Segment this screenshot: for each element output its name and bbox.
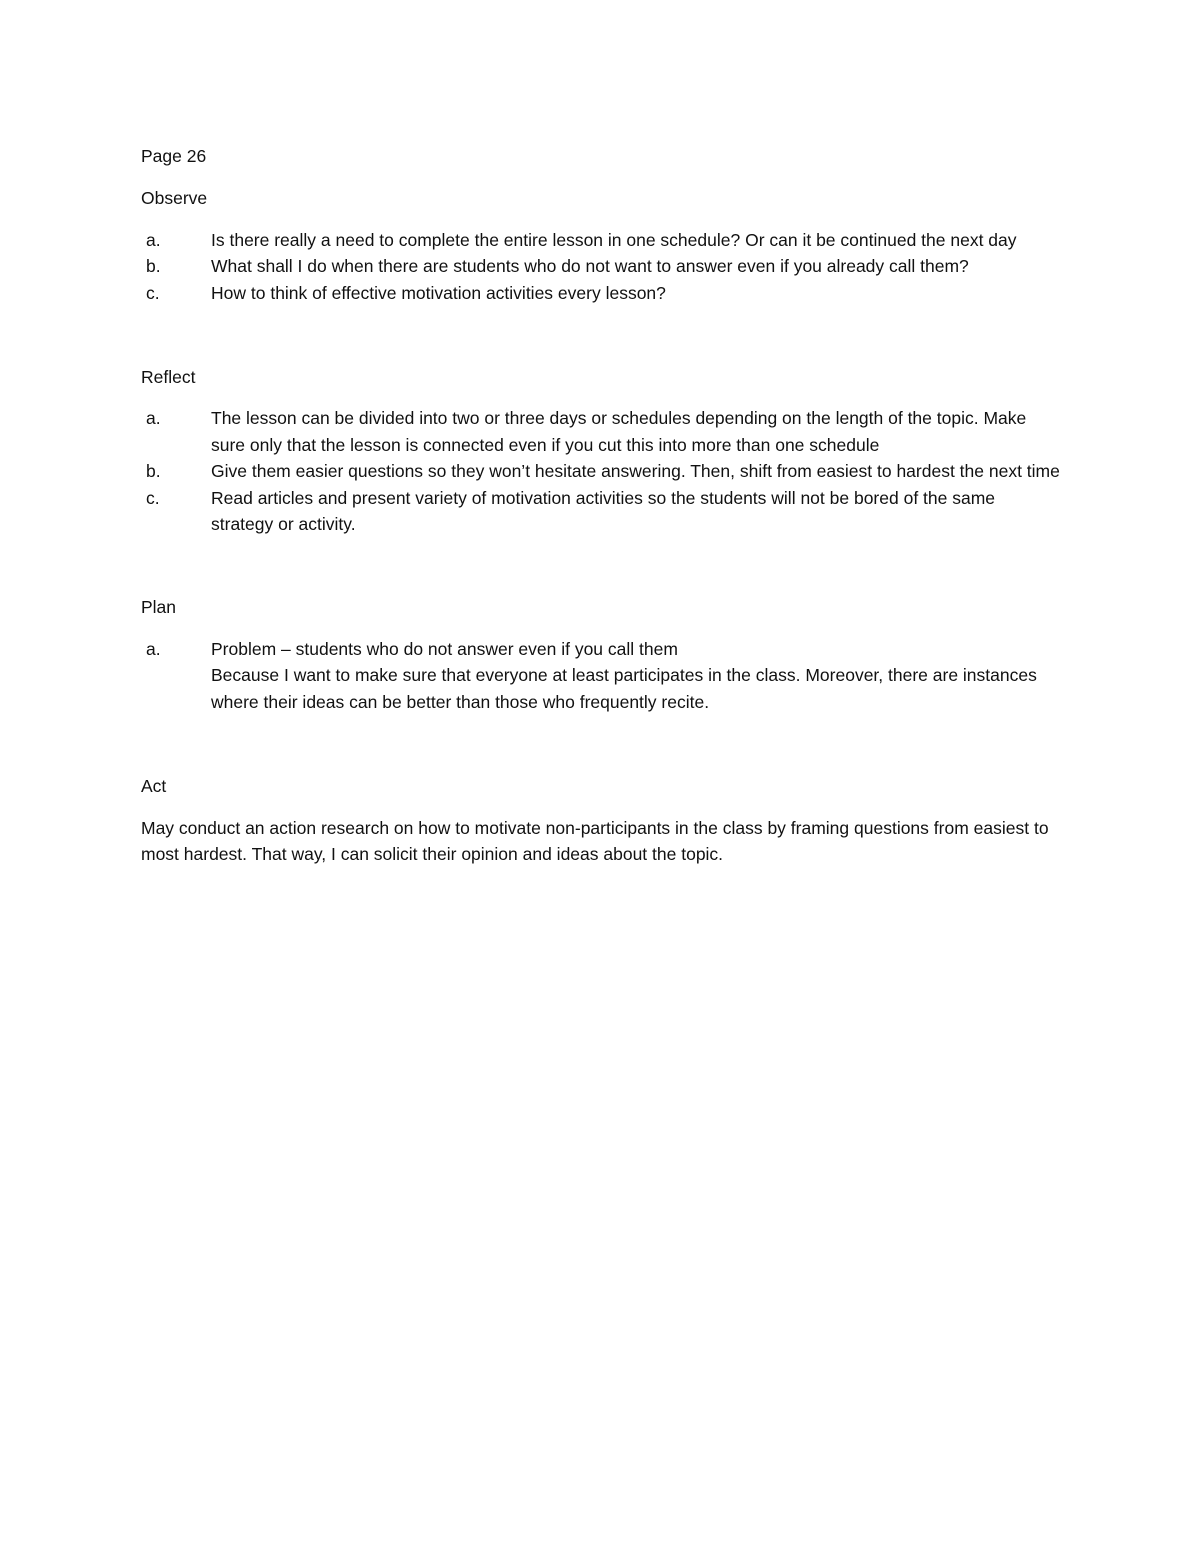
list-item-text: Give them easier questions so they won’t hesitate answering. Then, shift from easiest to hardest the next time bbox=[211, 461, 1060, 482]
list-item-text: How to think of effective motivation activities every lesson? bbox=[211, 282, 666, 303]
section-spacer bbox=[141, 306, 1061, 364]
list-item bbox=[141, 280, 1061, 306]
list-marker: a. bbox=[146, 229, 161, 250]
list-item bbox=[141, 405, 1061, 458]
list-item bbox=[141, 227, 1061, 253]
observe-list bbox=[141, 227, 1061, 306]
list-marker: a. bbox=[146, 408, 161, 429]
list-marker: c. bbox=[146, 282, 160, 303]
reflect-heading: Reflect bbox=[141, 367, 196, 388]
page-label: Page 26 bbox=[141, 146, 207, 166]
list-item-text: The lesson can be divided into two or three days or schedules depending on the length of the topic. Make sure only that the lesson is connected even if you cut this into more than one schedule bbox=[211, 408, 1027, 455]
list-marker: b. bbox=[146, 461, 161, 482]
document-content bbox=[141, 143, 1061, 867]
list-item-text: Read articles and present variety of motivation activities so the students will not be bored of the same strategy or activity. bbox=[211, 487, 996, 535]
problem-statement: Problem – students who do not answer even if you call them bbox=[211, 638, 678, 659]
list-item-text bbox=[211, 636, 1061, 715]
observe-heading: Observe bbox=[141, 188, 208, 209]
list-item-text: What shall I do when there are students who do not want to answer even if you already call them? bbox=[211, 256, 969, 277]
act-heading: Act bbox=[141, 776, 167, 797]
section-spacer bbox=[141, 715, 1061, 773]
problem-rationale: Because I want to make sure that everyone at least participates in the class. Moreover, there are instances where their ideas can be better than those who frequently recite. bbox=[211, 665, 1037, 712]
section-spacer bbox=[141, 537, 1061, 594]
list-marker: a. bbox=[146, 638, 161, 659]
list-item-text: Is there really a need to complete the entire lesson in one schedule? Or can it be continued the next day bbox=[211, 229, 1017, 250]
list-item bbox=[141, 253, 1061, 279]
reflect-list bbox=[141, 405, 1061, 537]
plan-heading: Plan bbox=[141, 597, 177, 618]
list-marker: b. bbox=[146, 256, 161, 277]
act-paragraph: May conduct an action research on how to motivate non-participants in the class by framing questions from easiest to most hardest. That way, I can solicit their opinion and ideas about the topic. bbox=[141, 817, 1049, 864]
plan-list bbox=[141, 636, 1061, 715]
list-item bbox=[141, 458, 1061, 484]
list-item bbox=[141, 636, 1061, 715]
list-item bbox=[141, 485, 1061, 538]
list-marker: c. bbox=[146, 487, 160, 508]
